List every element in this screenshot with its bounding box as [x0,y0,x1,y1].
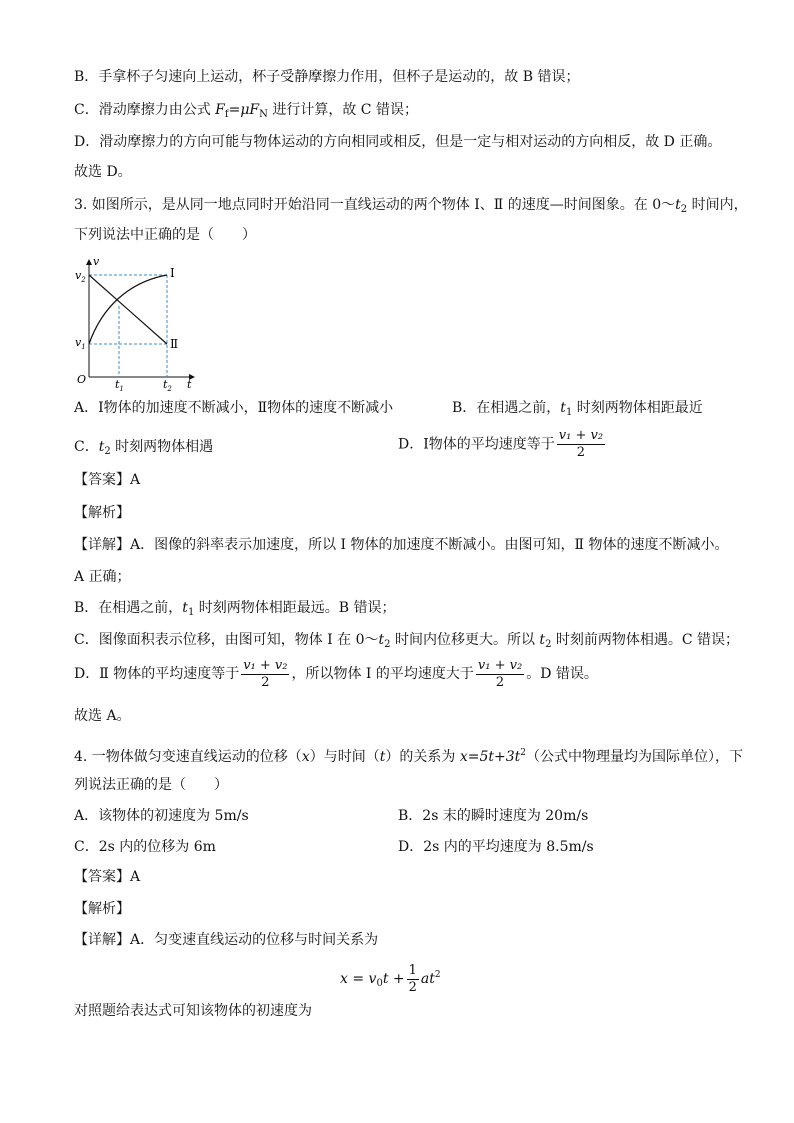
q3-option-c: C．$t_2$ 时刻两物体相遇 [74,439,214,457]
fraction: $\frac{\text{v₁ + v₂}}{2}$ [243,657,288,690]
q3-detail-line-2: A 正确； [74,569,131,585]
t1-label: $t_1$ [115,378,124,392]
t-axis-label: t [187,378,192,391]
q3-detail-line-3: B．在相遇之前，$t_1$ 时刻两物体相距最远。B 错误； [74,600,396,618]
q4-option-d: D．2s 内的平均速度为 8.5m/s [398,839,594,855]
q4-option-c: C．2s 内的位移为 6m [74,839,216,855]
label-II: Ⅱ [170,337,179,351]
q3-option-b: B．在相遇之前，$t_1$ 时刻两物体相距最近 [452,400,703,418]
solution-conclusion: 故选 D。 [74,164,132,180]
question-4-stem-2: 列说法正确的是（ ） [74,777,228,793]
q4-detail-line-1: 【详解】A．匀变速直线运动的位移与时间关系为 [74,932,379,948]
question-4-stem: 4. 一物体做匀变速直线运动的位移（x）与时间（t）的关系为 $x=5t+3t^2$（公式中物理量均为国际单位），下 [74,748,743,765]
t2-label: $t_2$ [163,378,172,392]
q3-analysis-heading: 【解析】 [74,505,130,521]
v1-label: $v_1$ [75,336,86,351]
question-3-stem: 3. 如图所示，是从同一地点同时开始沿同一直线运动的两个物体 Ⅰ、Ⅱ 的速度—时间图象。在 $0\sim t_2$ 时间内， [74,197,748,215]
question-3-stem-2: 下列说法中正确的是（ ） [74,227,256,243]
q3-conclusion: 故选 A。 [74,708,131,724]
q3-answer: 【答案】A [74,472,141,488]
q3-option-d: D．Ⅰ物体的平均速度等于 $\frac{\text{v₁ + v₂}}{2}$ [398,428,604,460]
line-II [89,275,167,344]
origin-label: O [77,373,87,386]
q4-answer: 【答案】A [74,869,141,885]
q3-option-a: A．Ⅰ物体的加速度不断减小，Ⅱ物体的速度不断减小 [74,400,394,416]
solution-line-d: D．滑动摩擦力的方向可能与物体运动的方向相同或相反，但是一定与相对运动的方向相反，故 D 正确。 [74,134,722,150]
q4-detail-line-2: 对照题给表达式可知该物体的初速度为 [74,1003,312,1019]
label-I: Ⅰ [170,266,175,280]
fraction: $\frac{1}{2}$ [408,962,417,995]
solution-line-c: C．滑动摩擦力由公式 $F_f=\mu F_N$ 进行计算，故 C 错误； [74,102,418,120]
fraction: $\frac{\text{v₁ + v₂}}{2}$ [558,428,604,460]
solution-line-b: B．手拿杯子匀速向上运动，杯子受静摩擦力作用，但杯子是运动的，故 B 错误； [74,69,580,85]
q4-option-b: B．2s 末的瞬时速度为 20m/s [398,808,589,824]
v-axis-label: v [93,255,100,268]
q3-detail-line-1: 【详解】A．图像的斜率表示加速度，所以 Ⅰ 物体的加速度不断减小。由图可知，Ⅱ 物体的速度不断减小。 [74,537,729,553]
q4-analysis-heading: 【解析】 [74,901,130,917]
fraction: $\frac{\text{v₁ + v₂}}{2}$ [477,657,523,690]
v2-label: $v_2$ [75,269,86,284]
q4-option-a: A．该物体的初速度为 5m/s [74,808,249,824]
q3-detail-line-4: C．图像面积表示位移，由图可知，物体 Ⅰ 在 $0\sim t_2$ 时间内位移更大。所以 $t_2$ 时刻前两物体相遇。C 错误； [74,632,740,650]
velocity-time-graph [74,252,204,392]
q4-equation: $x = v_0t$ + $\frac{1}{2}$ $at^2$ [340,962,441,995]
q3-detail-line-5: D．Ⅱ 物体的平均速度等于 $\frac{\text{v₁ + v₂}}{2}$ ，所以物体 Ⅰ 的平均速度大于 $\frac{\text{v₁ + v₂}}{2}$ 。D 错误。 [74,657,598,690]
